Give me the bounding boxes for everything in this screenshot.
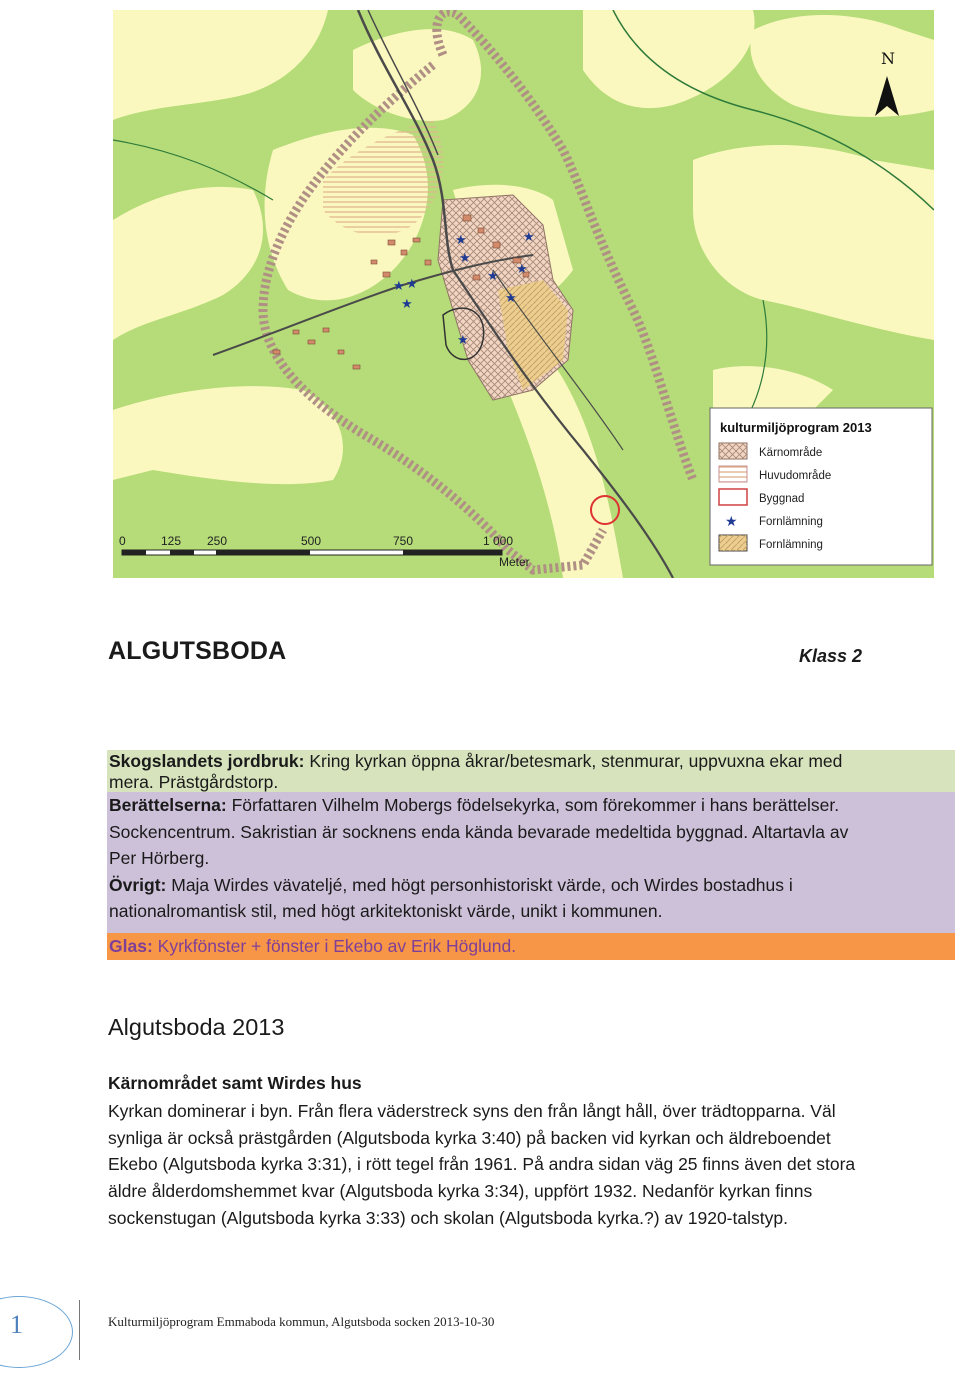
- ovrigt-text: Maja Wirdes vävateljé, med högt personhistoriskt värde, och Wirdes bostadhus i: [166, 874, 793, 895]
- page-title: ALGUTSBODA: [108, 637, 287, 665]
- scale-tick-250: 250: [207, 534, 228, 548]
- paragraph-line: äldre ålderdomshemmet kvar (Algutsboda kyrka 3:34), uppfört 1932. Nedanför kyrkan finns: [108, 1181, 813, 1202]
- svg-text:★: ★: [523, 230, 535, 245]
- footer-divider: [79, 1300, 80, 1360]
- scale-tick-1000: 1 000: [483, 534, 514, 548]
- band-lav-line-2: Sockencentrum. Sakristian är socknens enda kända bevarade medeltida byggnad. Altartavla av: [109, 821, 849, 842]
- band-orange-line: [109, 933, 951, 960]
- title-row: [108, 635, 868, 675]
- legend-byggnad: Byggnad: [759, 493, 805, 505]
- svg-text:★: ★: [393, 279, 405, 294]
- class-label: Klass 2: [798, 646, 862, 666]
- legend-huvudomrade: Huvudområde: [759, 470, 832, 482]
- berattelserna-text: Författaren Vilhelm Mobergs födelsekyrka, som förekommer i hans berättelser.: [226, 795, 840, 815]
- scale-unit: Meter: [499, 555, 530, 569]
- svg-text:★: ★: [457, 333, 469, 348]
- village-map: [113, 10, 934, 578]
- band-lav-line-1: [109, 792, 951, 819]
- band-lav-line-3: Per Hörberg.: [109, 848, 210, 868]
- scale-tick-750: 750: [393, 534, 414, 548]
- band-glas: [107, 933, 955, 960]
- band-skogslandets-jordbruk: [107, 750, 955, 792]
- legend-star-icon: ★: [725, 513, 738, 529]
- glas-text: Kyrkfönster + fönster i Ekebo av Erik Höglund.: [152, 936, 517, 956]
- band-lav-line-5: nationalromantisk stil, med högt arkitektoniskt värde, unikt i kommunen.: [109, 901, 663, 921]
- svg-text:★: ★: [455, 233, 467, 248]
- band-green-text-1: Kring kyrkan öppna åkrar/betesmark, stenmurar, uppvuxna ekar med: [304, 751, 843, 771]
- section-paragraph: [108, 1098, 943, 1232]
- band-berattelserna-ovrigt: [107, 792, 955, 933]
- north-label: N: [881, 49, 895, 68]
- legend-title: kulturmiljöprogram 2013: [720, 420, 872, 435]
- scale-tick-0: 0: [119, 534, 126, 548]
- map-legend: [710, 408, 932, 565]
- berattelserna-label: Berättelserna:: [109, 795, 227, 815]
- scale-tick-500: 500: [301, 534, 322, 548]
- glas-label: Glas:: [109, 936, 153, 956]
- page-number: 1: [10, 1310, 23, 1339]
- band-green-label: Skogslandets jordbruk:: [109, 751, 305, 771]
- paragraph-line: sockenstugan (Algutsboda kyrka 3:33) och skolan (Algutsboda kyrka.?) av 1920-talstyp.: [108, 1207, 788, 1228]
- band-lav-line-4: [109, 872, 951, 899]
- legend-fornlamning-point: Fornlämning: [759, 516, 823, 528]
- section-subheading: Kärnområdet samt Wirdes hus: [108, 1073, 362, 1093]
- legend-karnomrade: Kärnområde: [759, 447, 823, 459]
- svg-text:★: ★: [487, 269, 499, 284]
- svg-text:★: ★: [505, 291, 517, 306]
- paragraph-line: synliga är också prästgården (Algutsboda kyrka 3:40) på backen vid kyrkan och äldreboendet: [108, 1127, 831, 1148]
- svg-text:★: ★: [401, 297, 413, 312]
- svg-text:★: ★: [516, 262, 528, 277]
- svg-text:★: ★: [459, 251, 471, 266]
- legend-fornlamning-area: Fornlämning: [759, 539, 823, 551]
- footer-text: Kulturmiljöprogram Emmaboda kommun, Algutsboda socken 2013-10-30: [108, 1314, 495, 1329]
- band-green-line-2: mera. Prästgårdstorp.: [109, 772, 279, 792]
- paragraph-line: Ekebo (Algutsboda kyrka 3:31), i rött tegel från 1961. På andra sidan väg 25 finns även det stora: [108, 1154, 856, 1175]
- scale-tick-125: 125: [161, 534, 182, 548]
- band-green-line-1: [109, 751, 951, 772]
- paragraph-line: Kyrkan dominerar i byn. Från flera väderstreck syns den från långt håll, över trädtopparna. Väl: [108, 1101, 836, 1121]
- svg-text:★: ★: [406, 277, 418, 292]
- ovrigt-label: Övrigt:: [109, 874, 167, 895]
- section-heading: Algutsboda 2013: [108, 1014, 285, 1040]
